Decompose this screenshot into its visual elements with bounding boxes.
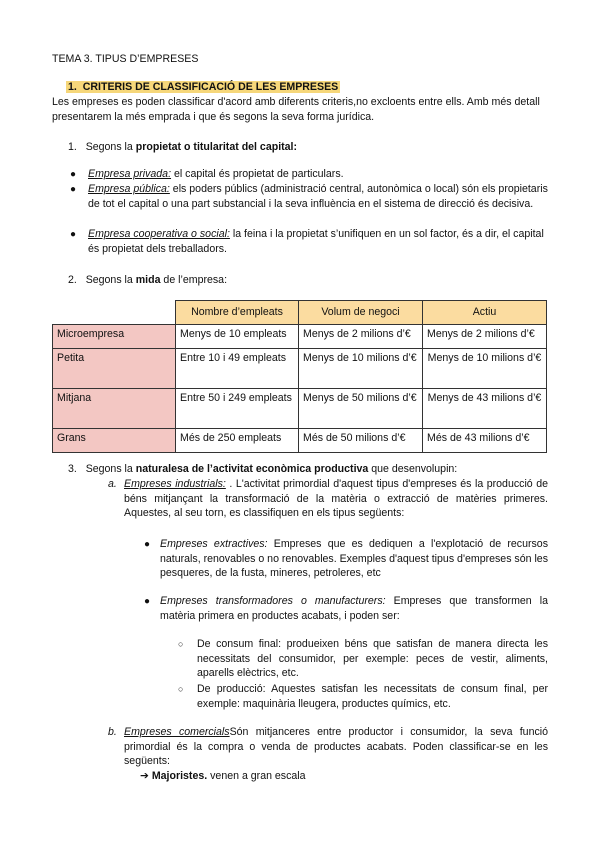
criteria-3-prefix: Segons la <box>85 463 136 475</box>
text-extractive: Empreses que es dediquen a l'explotació de recursos naturals, renovables o no renovables. Exemples d'aquest tipus d'empreses són les pesqueres, de la fusta, mineres, petroleres, etc <box>160 538 548 580</box>
table-header: Actiu <box>423 301 547 325</box>
criteria-1-number: 1. <box>68 141 77 153</box>
criteria-3-number: 3. <box>68 463 77 475</box>
term-commercial: Empreses comercials <box>124 726 230 738</box>
row-label: Grans <box>53 429 176 453</box>
section-intro: Les empreses es poden classificar d'acord amb diferents criteris,no excloents entre ells. Amb més detall presentarem la més emprada i que és segons la seva forma jurídica. <box>52 96 540 123</box>
bullet-icon: ● <box>70 169 77 180</box>
criteria-2-heading <box>68 273 227 288</box>
criteria-1-heading <box>68 140 297 155</box>
table-header: Volum de negoci <box>299 301 423 325</box>
criteria-1-bold: propietat o titularitat del capital: <box>135 141 298 153</box>
text-public: els poders públics (administració central, autonòmica o local) són els propietaris de tot el capital o una part substancial i la seva influència en el sistema de direcció és decisiva. <box>88 183 548 210</box>
text-private: el capital és propietat de particulars. <box>171 168 344 180</box>
criteria-2-bold: mida <box>135 274 161 286</box>
table-header-row <box>53 301 547 325</box>
term-transform: Empreses transformadores o manufacturers: <box>160 595 386 607</box>
text-cooperative: la feina i la propietat s’unifiquen en un sol factor, és a dir, el capital és propietat dels treballadors. <box>88 228 544 255</box>
commercial-paragraph <box>124 725 548 769</box>
list-item-private <box>88 167 548 182</box>
term-cooperative: Empresa cooperativa o social: <box>88 228 230 240</box>
bullet-icon: ● <box>144 539 151 550</box>
size-table <box>52 300 547 453</box>
criteria-2-suffix: de l’empresa: <box>160 274 228 286</box>
table-cell: Entre 50 i 249 empleats <box>176 389 299 429</box>
bullet-icon: ● <box>70 184 77 195</box>
criteria-3-heading <box>68 462 457 477</box>
table-row <box>53 389 547 429</box>
term-extractive: Empreses extractives: <box>160 538 268 550</box>
item-marker-a: a. <box>108 478 117 490</box>
wholesalers-term: Majoristes. <box>151 770 208 782</box>
criteria-3-suffix: que desenvolupin: <box>368 463 458 475</box>
bullet-icon: ● <box>70 229 77 240</box>
production-item: De producció: Aquestes satisfan les necessitats de consum final, per exemple: maquinària lleugera, productes químics, etc. <box>197 683 548 710</box>
list-item-public <box>88 182 552 211</box>
term-public: Empresa pública: <box>88 183 170 195</box>
text-commercial: Són mitjanceres entre productor i consumidor, la seva funció primordial és la compra o venda de productes acabats. Poden classificar-se en les següents: <box>124 726 548 768</box>
table-cell: Més de 50 milions d’€ <box>299 429 423 453</box>
list-item-cooperative <box>88 227 552 256</box>
section-heading-highlight <box>66 81 340 93</box>
text-transform: Empreses que transformen la matèria primera en productes acabats, i poden ser: <box>160 595 548 622</box>
circle-bullet-icon: ○ <box>178 639 184 649</box>
criteria-3-bold: naturalesa de l’activitat econòmica productiva <box>135 463 369 475</box>
table-cell: Menys de 10 milions d’€ <box>299 349 423 389</box>
table-cell: Entre 10 i 49 empleats <box>176 349 299 389</box>
transform-paragraph <box>160 594 548 623</box>
criteria-1-prefix: Segons la <box>85 141 136 153</box>
bullet-icon: ● <box>144 596 151 607</box>
table-cell: Menys de 43 milions d’€ <box>423 389 547 429</box>
term-private: Empresa privada: <box>88 168 172 180</box>
section-title: CRITERIS DE CLASSIFICACIÓ DE LES EMPRESES <box>82 81 339 93</box>
section-number: 1. <box>68 81 77 93</box>
criteria-2-number: 2. <box>68 274 77 286</box>
arrow-icon: ➔ <box>140 770 149 782</box>
table-cell: Menys de 2 milions d’€ <box>423 325 547 349</box>
table-cell: Més de 250 empleats <box>176 429 299 453</box>
table-corner <box>53 301 176 325</box>
wholesalers-text: venen a gran escala <box>207 770 306 782</box>
table-header: Nombre d’empleats <box>176 301 299 325</box>
wholesalers-item <box>140 769 306 784</box>
table-row <box>53 349 547 389</box>
table-row <box>53 429 547 453</box>
row-label: Microempresa <box>53 325 176 349</box>
item-marker-b: b. <box>108 726 117 738</box>
final-consumption-item: De consum final: produeixen béns que satisfan de manera directa les necessitats del consumidor, per exemple: peces de vestir, aliments, aparells elèctrics, etc. <box>197 638 548 680</box>
industrial-paragraph <box>124 477 548 521</box>
table-cell: Menys de 50 milions d’€ <box>299 389 423 429</box>
document-title: TEMA 3. TIPUS D’EMPRESES <box>52 53 199 65</box>
extractive-paragraph <box>160 537 548 581</box>
table-cell: Menys de 2 milions d’€ <box>299 325 423 349</box>
table-cell: Menys de 10 empleats <box>176 325 299 349</box>
row-label: Mitjana <box>53 389 176 429</box>
table-cell: Menys de 10 milions d’€ <box>423 349 547 389</box>
circle-bullet-icon: ○ <box>178 684 184 694</box>
section-heading <box>66 80 340 95</box>
table-cell: Més de 43 milions d’€ <box>423 429 547 453</box>
text-industrial: . L'activitat primordial d'aquest tipus d'empreses és la producció de béns mitjançant la transformació de la matèria o extracció de matèries primeres. Aquestes, al seu torn, es classifiquen en els tipus següents: <box>124 478 548 520</box>
criteria-2-prefix: Segons la <box>85 274 136 286</box>
row-label: Petita <box>53 349 176 389</box>
table-row <box>53 325 547 349</box>
term-industrial: Empreses industrials: <box>124 478 226 490</box>
